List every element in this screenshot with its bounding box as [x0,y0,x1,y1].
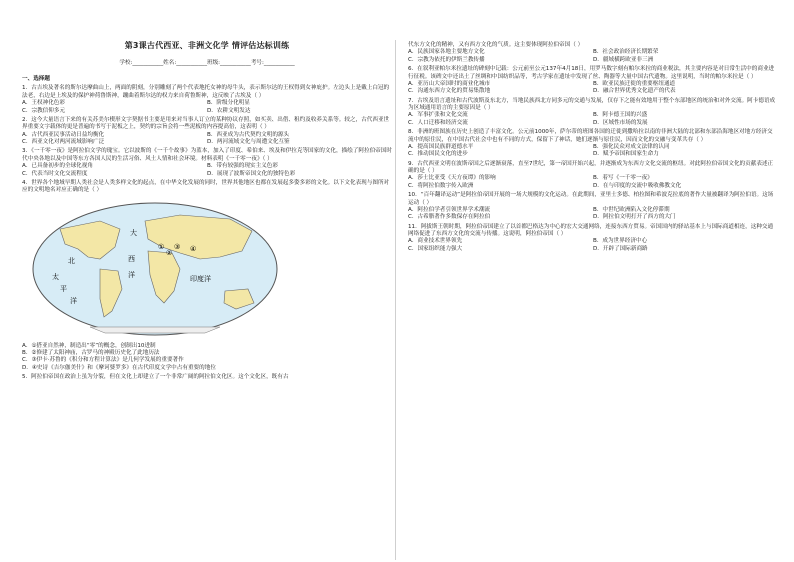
option[interactable]: D．④史诗《吉尔伽美什》和《摩诃婆罗多》在古代印度文学中占有重要的地位 [22,364,216,371]
option[interactable]: B．西亚成为古代契约文明的源头 [207,131,290,138]
map-marker: ③ [174,242,181,251]
question-2 [22,117,392,147]
question-text: 7．古埃及语言遗址和古代波斯及东北方，当地民族西北方同多元的交通与发展，仅存下之能有效地用于整个东部地区的统治和对外交流。阿卡德语成为区域通用语言的主要原因是（ ） [408,97,776,111]
world-map-svg [30,199,280,339]
map-marker: ④ [190,244,197,253]
option[interactable]: D．疆域横跨欧亚非三洲 [593,56,654,63]
option[interactable]: C．宗教信仰多元 [22,107,66,114]
question-8 [408,129,778,159]
student-info-line: 学校:___________姓名:___________班级:___________考号:___________ [119,60,295,66]
question-text: 1．古吉埃及著名的斯尔达摩曲山上，两面的阴刻，分别雕刻了两个代表地托女神的母牛头，表示斯尔达的王权得到女神庇护。左边头上是戴上白冠的法老，右边是上埃及的保护神荷鲁斯神，蹦曲着斯尔达的权力来自荷鲁斯神，这反映了古埃及（ ） [22,85,390,99]
option[interactable]: B．社会政治经济长期繁荣 [593,49,659,56]
question-options [22,163,392,178]
question-options [408,112,778,127]
option[interactable]: D．开辟了国际新商路 [593,245,648,252]
question-6 [408,66,778,96]
option[interactable]: C．推动国民文化的进步 [408,151,468,158]
option[interactable]: A．阿拉伯学者引领世界学术潮流 [408,206,491,213]
option[interactable]: B．带有较强的现实主义色彩 [207,163,278,170]
option[interactable]: B．②修建了太阳神庙，古罗马的神殿历史化了此地历法 [22,350,160,356]
option[interactable]: B．阿卡德王国的兴盛 [593,112,648,119]
question-options [408,238,778,253]
option[interactable]: A．古代西亚民事活动日益均衡化 [22,131,105,138]
option[interactable]: B．阶级分化明显 [207,100,250,107]
map-label: 北 [68,256,75,265]
option[interactable]: C．古希腊著作多数保存在阿拉伯 [408,214,491,221]
question-4-options [22,343,392,373]
option[interactable]: D．农耕文明发达 [207,107,251,114]
question-text: 10．“百年翻译运动”是阿拉伯帝国开展的一场大规模的文化运动。在此期间，亚里士多德、柏拉图和希波克拉底的著作大量被翻译为阿拉伯语。这场运动（ ） [408,192,774,206]
antarctica-land [90,327,220,333]
section-heading: 一、选择题 [22,76,50,82]
option[interactable]: B．中世纪欧洲陷入文化停滞期 [593,206,670,213]
option[interactable]: C．将阿拉伯数字传入欧洲 [408,182,474,189]
option[interactable]: D．在与印度的交流中吸收佛教文化 [593,182,682,189]
option[interactable]: D．融合世界优秀文化遗产的代表 [593,88,676,95]
question-text: 11．阿拔斯王朝时期，阿拉伯帝国建立了以首都巴格达为中心的宏大交通网络，连接东西方贸易。帝国国内的驿站基本上与国际商道相连，这种交通网络促进了东西方文化的交流与传播。这说明，阿拉伯帝国（ ） [408,223,774,237]
world-map [30,199,280,339]
option[interactable]: D．展现了波斯帝国文化的独特色彩 [207,170,296,177]
question-9 [408,161,778,191]
option[interactable]: C．代表当时文化交流程度 [22,170,88,177]
question-options [408,81,778,96]
option[interactable]: A．亚历山大帝国时的商业化城市 [408,80,491,87]
left-column [22,72,392,382]
question-4 [22,180,392,195]
question-text: 9．古代西亚文明在波斯帝国之后逐渐衰落，直至7世纪，第一帝国开始兴起，并逐渐成为东西方文化交流的枢纽。对此阿拉伯帝国文化的贡献表述正确的是（ ） [408,160,774,174]
option[interactable]: A．民族国家各地主要地方文化 [408,49,485,56]
question-1 [22,85,392,115]
map-label: 印度洋 [190,274,211,283]
map-label: 平 [60,284,67,293]
option[interactable]: C．沟通东西方文化的贸易集散地 [408,88,491,95]
question-3 [22,148,392,178]
question-5-continued [408,42,778,64]
option[interactable]: D．两河流域文化与周遭文化互鉴 [207,139,290,145]
option[interactable]: A．王权神化色彩 [22,100,65,107]
option[interactable]: A．莎士比亚受《天方夜谭》的影响 [408,175,496,182]
option[interactable]: D．阿拉伯文明打开了西方的大门 [593,214,676,221]
column-divider [395,40,396,560]
question-7 [408,98,778,128]
question-text: 6．在叙利亚帕尔米拉遗址的碑刻中记载：公元前至公元137年4月18日，用罗马数字刻有帕尔米拉的商业税法，其主要内容是对日常生活中的商业进行征税。该碑文中还出土了丝绸和中国纺织品等，考古学家在遗址中发现了丝、陶器等大量中国古代遗物。这里说明，当时的帕尔米拉是（ ） [408,66,775,80]
question-options [408,49,778,64]
map-marker: ② [166,248,173,257]
question-text: 4．世界各个地域早期人类社会是人类多样文化的起点，在中华文化发展的同时，世界其他地区也都在发展起多姿多彩的文化。以下文化表现与图所对应的文明地名对应正确的是（ ） [22,179,390,194]
option[interactable]: C．西亚文化对两河流域影响广泛 [22,139,105,145]
question-text: 代东方文化的精神，又有西方文化的气质。这主要体现阿拉伯帝国（ ） [408,42,584,48]
option[interactable]: A．已具备初步的全球化视角 [22,163,93,170]
question-10 [408,192,778,222]
option[interactable]: A．军事扩张和文化交流 [408,112,468,119]
question-11 [408,224,778,254]
option[interactable]: B．着写《一千零一夜》 [593,175,653,182]
right-column [408,40,778,253]
option[interactable]: C．宗教为依托的伊斯兰教传播 [408,56,485,63]
option[interactable]: B．强化民众对成文法律的认同 [593,143,670,150]
page-title: 第3课古代西亚、非洲文化学 情评估达标训练 [124,41,290,50]
option[interactable]: A．①搭亚自然神，制造出“零”的概念，创制出10进制 [22,342,156,349]
option[interactable]: A．提高国民族群道德水平 [408,143,474,150]
question-text: 8．非洲的班图族在历史上创造了丰富文化。公元前1000年，萨尔蒂的班图各国的迁徙到撒哈拉以南的非洲大陆的北部和东部沿海地区对地方经济交流中的原住民，在中国古代社会中也有不同的方式，保留下了神话，她们逐渐与原住民，因而文化的交融与变革共存（ ） [408,129,773,143]
option[interactable]: A．商业技术世界领先 [408,238,463,245]
question-options [408,175,778,190]
map-label: 洋 [70,296,77,305]
option[interactable]: C．人口迁移和经济交流 [408,119,468,126]
question-options [408,207,778,222]
option[interactable]: B．成为世界经济中心 [593,238,648,245]
map-marker: ① [158,242,165,251]
question-5 [22,374,392,381]
question-options [22,100,392,115]
question-text: 2．这今大量语言下来的有关苏美尔楔形文字契据书主要是用来对当事人订立的某种协议存照，如买卖、出借、租约及收养关系等。较之，古代西亚世界重要文字载体的更是普遍的书写于泥板之上，契约的宗旨会将一些泥板的内容提高倍，这表明（ ） [22,116,390,131]
map-label: 大 [130,228,137,237]
map-label: 太 [52,272,59,281]
option[interactable]: C．③伊卡·苏鲁的《积分和方程计算法》是几何学发展的重要著作 [22,357,184,364]
option[interactable]: C．国家组织能力强大 [408,245,463,252]
question-options [408,144,778,159]
option[interactable]: D．区域性市场的发展 [593,119,648,126]
question-options [22,132,392,147]
map-label: 洋 [128,270,135,279]
map-label: 西 [128,254,135,263]
option[interactable]: B．欧亚民族迁徙的重要枢纽通道 [593,80,676,87]
question-text: 5．阿拉伯帝国在政治上虽为分裂，但在文化上却建立了一个非常广阔的阿拉伯文化区。这个文化区，既有古 [22,374,289,381]
option[interactable]: D．赋予帝国和国家生命力 [593,151,659,158]
question-text: 3．《一千零一夜》是阿拉伯文学的瑰宝。它以波斯的《一千个故事》为蓝本，加入了印度、希伯来、埃及和伊拉克等国家的文化，描绘了阿拉伯帝国时代中央各地以及中国等东方各国人民的生活习俗、风土人情和社会环境。材料表明《一千零一夜》（ ） [22,148,392,162]
